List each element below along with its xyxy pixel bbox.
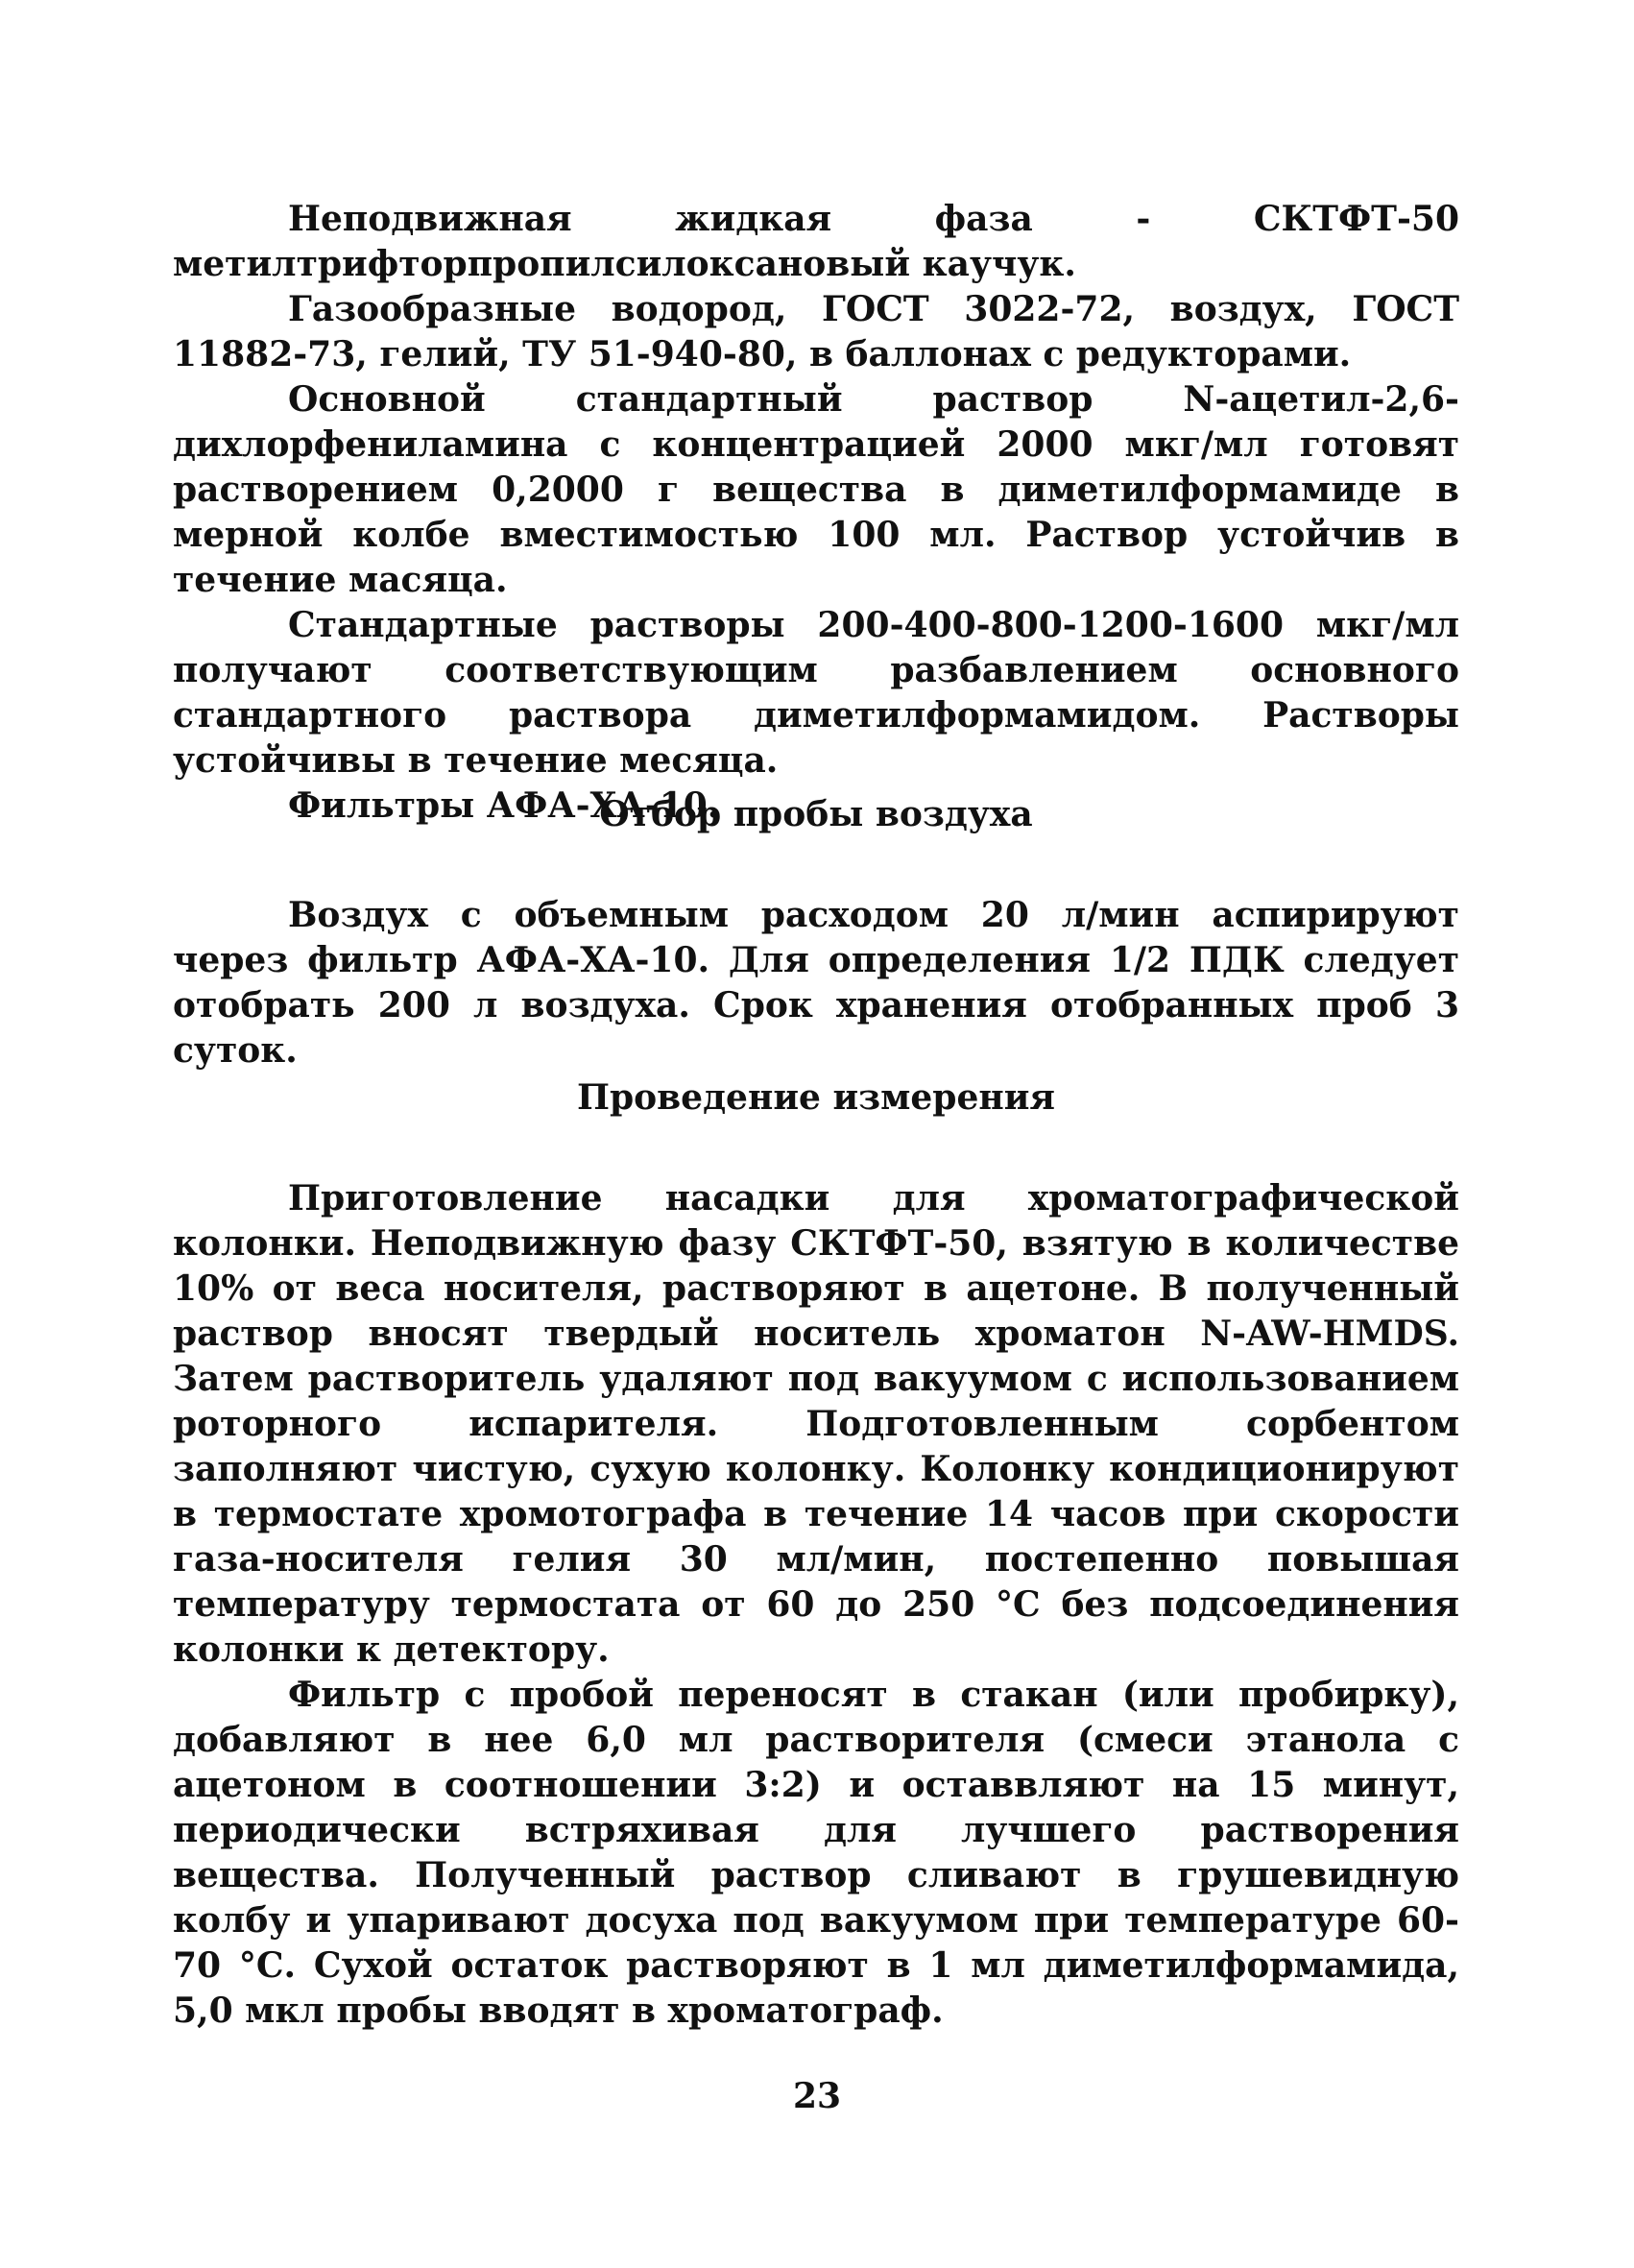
paragraph-stationary-phase: Неподвижная жидкая фаза - СКТФТ-50 метилтрифторпропилсилоксановый каучук. (173, 199, 1459, 284)
paragraph-column-packing: Приготовление насадки для хроматографической колонки. Неподвижную фазу СКТФТ-50, взятую в количестве 10% от веса носителя, растворяют в ацетоне. В полученный раствор вносят твердый носитель хроматон N-AW-HMDS. Затем растворитель удаляют под вакуумом с использованием роторного испарителя. Подготовленным сорбентом заполняют чистую, сухую колонку. Колонку кондиционируют в термостате хромотографа в течение 14 часов при скорости газа-носителя гелия 30 мл/мин, постепенно повышая температуру термостата от 60 до 250 °С без подсоединения колонки к детектору. (173, 1178, 1459, 1670)
paragraph-gases: Газообразные водород, ГОСТ 3022-72, воздух, ГОСТ 11882-73, гелий, ТУ 51-940-80, в баллонах с редукторами. (173, 289, 1459, 374)
paragraph-air-sampling: Воздух с объемным расходом 20 л/мин аспирируют через фильтр АФА-ХА-10. Для определения 1/2 ПДК следует отобрать 200 л воздуха. Срок хранения отобранных проб 3 суток. (173, 895, 1459, 1071)
paragraph-standard-solutions: Стандартные растворы 200-400-800-1200-1600 мкг/мл получают соответствующим разбавлением основного стандартного раствора диметилформамидом. Растворы устойчивы в течение месяца. (173, 605, 1459, 781)
heading-air-sampling: Отбор пробы воздуха (599, 794, 1033, 834)
paragraph-sample-processing: Фильтр с пробой переносят в стакан (или пробирку), добавляют в нее 6,0 мл растворителя (смеси этанола с ацетоном в соотношении 3:2) и оставвляют на 15 минут, периодически встряхивая для лучшего растворения вещества. Полученный раствор сливают в грушевидную колбу и упаривают досуха под вакуумом при температуре 60-70 °С. Сухой остаток растворяют в 1 мл диметилформамида, 5,0 мкл пробы вводят в хроматограф. (173, 1675, 1459, 2031)
heading-measurement: Проведение измерения (576, 1077, 1056, 1118)
section-materials (173, 197, 1459, 829)
section-measurement (173, 1176, 1459, 2034)
paragraph-filters: Фильтры АФА-ХА-10. (288, 785, 720, 826)
section-air-sampling (173, 893, 1459, 1074)
page-number: 23 (792, 2076, 842, 2116)
paragraph-main-standard-solution: Основной стандартный раствор N-ацетил-2,6-дихлорфениламина с концентрацией 2000 мкг/мл готовят растворением 0,2000 г вещества в диметилформамиде в мерной колбе вместимостью 100 мл. Раствор устойчив в течение масяца. (173, 379, 1459, 600)
